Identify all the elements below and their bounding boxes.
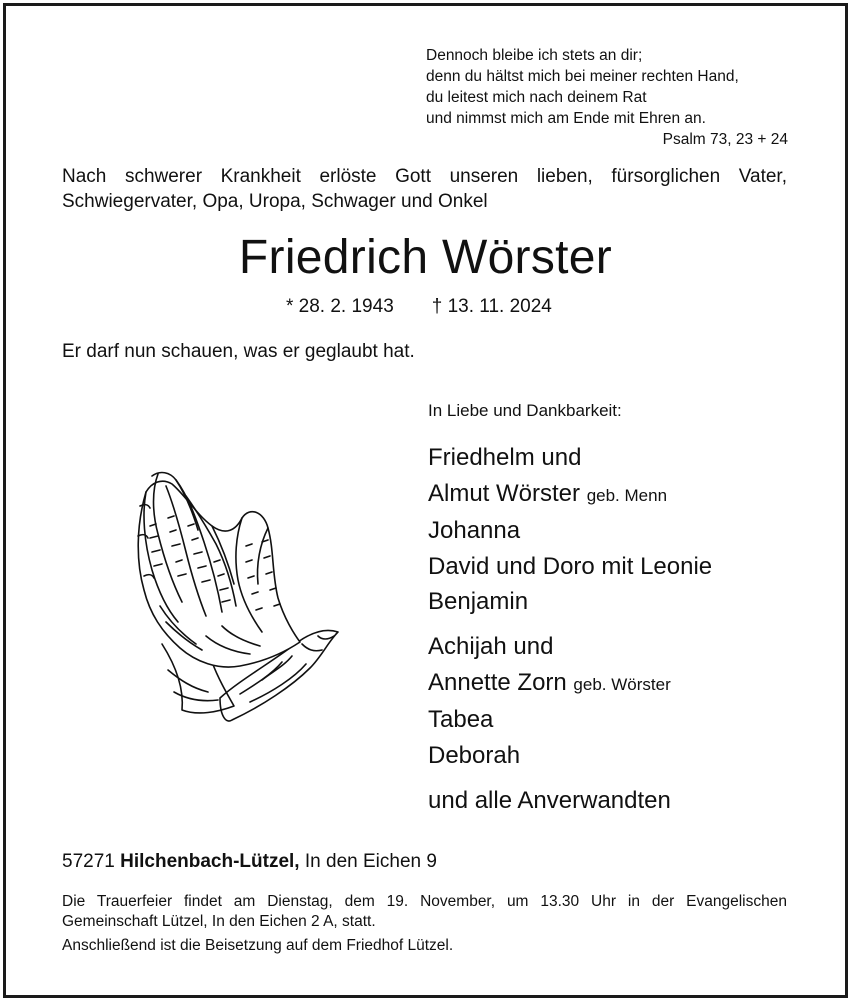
praying-hands-icon — [122, 466, 344, 738]
psalm-verse — [426, 45, 788, 150]
psalm-line: denn du hältst mich bei meiner rechten Hand, — [426, 68, 739, 85]
life-dates — [286, 294, 552, 320]
death-date: † 13. 11. 2024 — [431, 296, 552, 317]
address — [62, 849, 437, 875]
street: In den Eichen 9 — [304, 851, 437, 872]
family-member: Annette Zorn geb. Wörster — [428, 668, 671, 696]
birth-date: * 28. 2. 1943 — [286, 296, 394, 317]
psalm-line: du leitest mich nach deinem Rat — [426, 89, 647, 106]
family-member: Deborah — [428, 741, 521, 769]
intro-text: Nach schwerer Krankheit erlöste Gott unseren lieben, fürsorglichen Vater, Schwiegervater, Opa, Uropa, Schwager und Onkel — [62, 166, 787, 212]
family-member: Tabea — [428, 706, 494, 733]
thanks-line: In Liebe und Dankbarkeit: — [428, 401, 622, 420]
family-member: Achijah und — [428, 633, 554, 660]
family-member: David und Doro mit Leonie — [428, 552, 713, 580]
family-member: Johanna — [428, 517, 521, 544]
family-member: Benjamin — [428, 588, 529, 615]
burial-info: Anschließend ist die Beisetzung auf dem Friedhof Lützel. — [62, 937, 454, 954]
psalm-line: Dennoch bleibe ich stets an dir; — [426, 47, 643, 64]
quote-text: Er darf nun schauen, was er geglaubt hat. — [62, 341, 415, 362]
maiden-name: geb. Wörster — [573, 674, 671, 694]
zip-code: 57271 — [62, 851, 115, 872]
maiden-name: geb. Menn — [586, 485, 668, 505]
family-group-1 — [428, 440, 712, 620]
psalm-reference: Psalm 73, 23 + 24 — [662, 131, 788, 148]
psalm-line: und nimmst mich am Ende mit Ehren an. — [426, 110, 706, 127]
deceased-name: Friedrich Wörster — [238, 231, 613, 284]
town: Hilchenbach-Lützel, — [120, 851, 300, 872]
relatives-line: und alle Anverwandten — [428, 787, 671, 814]
family-group-2 — [428, 629, 671, 773]
family-member: Friedhelm und — [428, 444, 582, 471]
family-member: Almut Wörster geb. Menn — [428, 479, 668, 507]
service-info: Die Trauerfeier findet am Dienstag, dem 19. November, um 13.30 Uhr in der Evangelischen Gemeinschaft Lützel, In den Eichen 2 A, statt. — [62, 893, 787, 930]
